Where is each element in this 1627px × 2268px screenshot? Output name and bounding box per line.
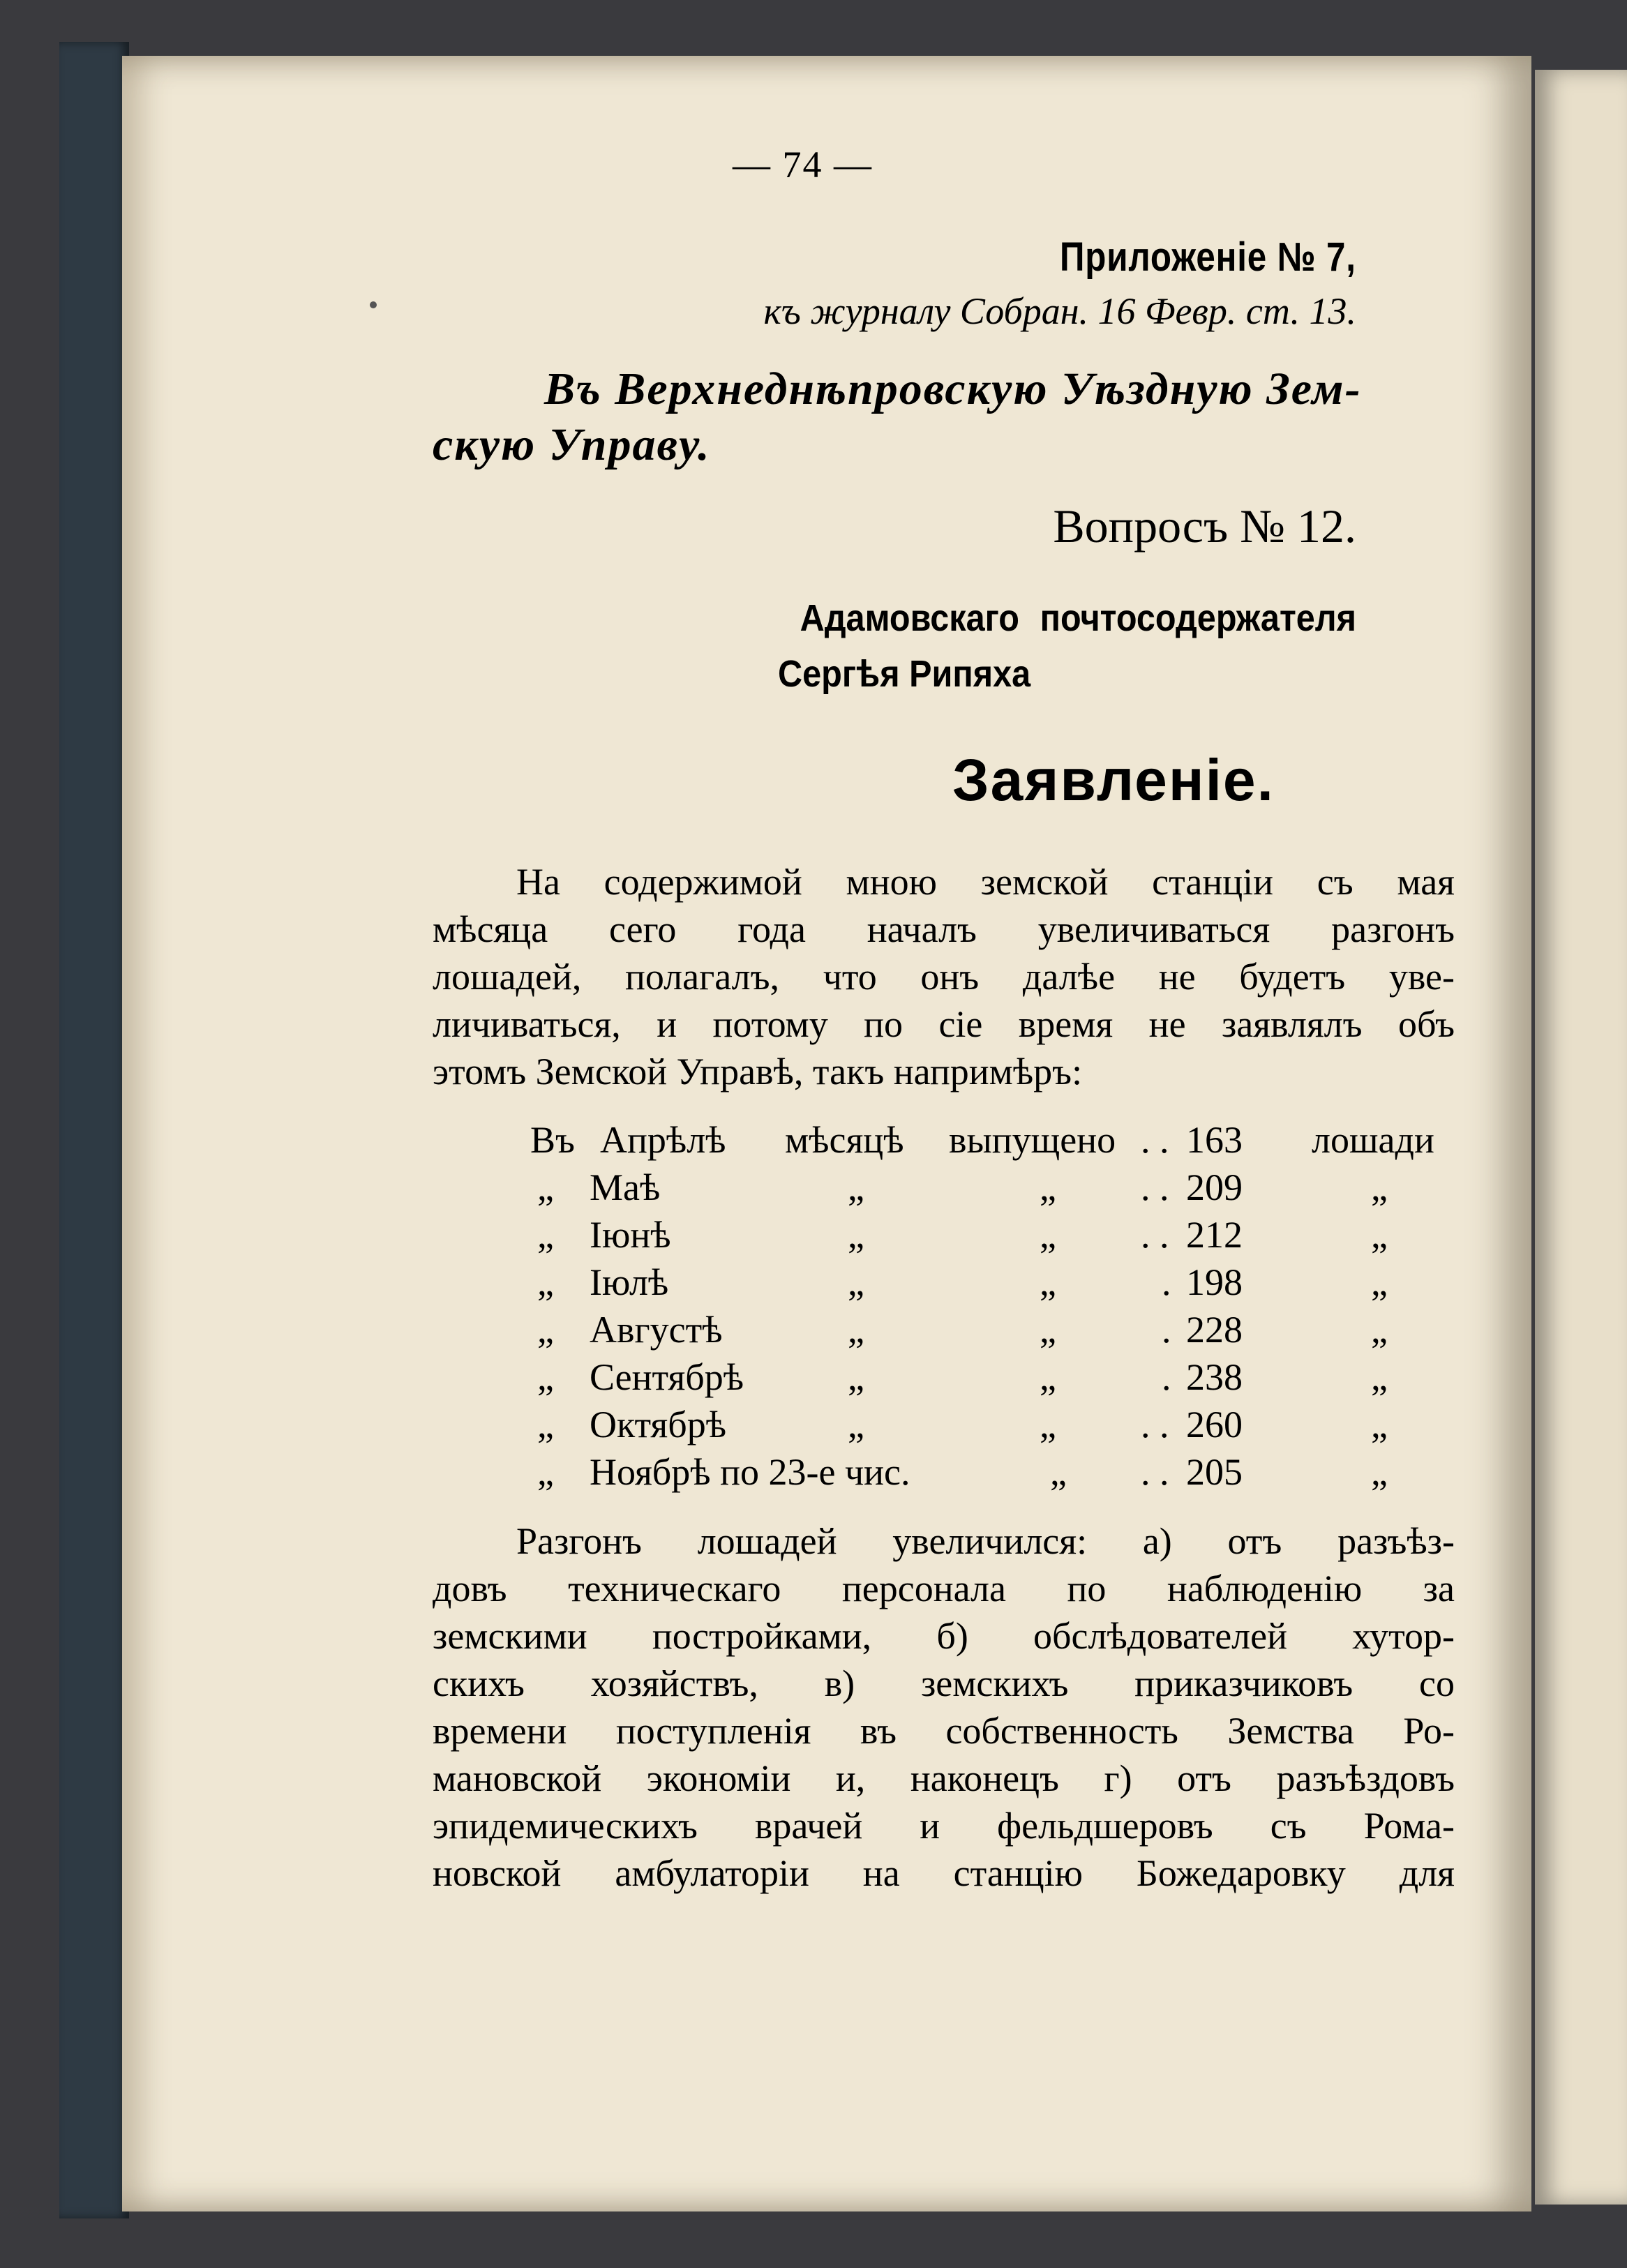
row-dots: . . xyxy=(1141,1119,1169,1161)
row-month: Іюнѣ xyxy=(590,1214,671,1256)
row-unit: „ xyxy=(1371,1214,1388,1256)
row-unit: „ xyxy=(1371,1404,1388,1445)
row-value: 209 xyxy=(1186,1166,1243,1208)
row-value: 163 xyxy=(1186,1119,1243,1161)
text-line: новской амбулаторіи на станцію Божедаровку для xyxy=(433,1852,1455,1894)
row-prefix: „ xyxy=(537,1451,554,1493)
table-row xyxy=(433,1116,1455,1164)
row-ditto: „ xyxy=(1050,1451,1067,1493)
paragraph-1 xyxy=(433,858,1455,1095)
table-row xyxy=(433,1401,1455,1448)
text-line: эпидемическихъ врачей и фельдшеровъ съ Рома- xyxy=(433,1805,1455,1847)
row-prefix: „ xyxy=(537,1309,554,1351)
row-unit: лошади xyxy=(1312,1119,1434,1161)
row-dots: . xyxy=(1162,1309,1171,1351)
text-line: Разгонъ лошадей увеличился: а) отъ разъѣз- xyxy=(516,1520,1455,1562)
table-row xyxy=(433,1211,1455,1259)
book-binding xyxy=(59,42,129,2218)
row-ditto: „ xyxy=(848,1214,864,1256)
row-word: выпущено xyxy=(949,1119,1116,1161)
row-dots: . . xyxy=(1141,1404,1169,1445)
row-ditto: „ xyxy=(1040,1309,1056,1351)
text-line: довъ техническаго персонала по наблюденію за xyxy=(433,1568,1455,1609)
row-month: Октябрѣ xyxy=(590,1404,727,1445)
table-row xyxy=(433,1259,1455,1306)
row-ditto: „ xyxy=(848,1356,864,1398)
row-word: мѣсяцѣ xyxy=(785,1119,904,1161)
row-prefix: „ xyxy=(537,1356,554,1398)
row-ditto: „ xyxy=(848,1404,864,1445)
table-row xyxy=(433,1448,1455,1496)
row-month: Августѣ xyxy=(590,1309,723,1351)
address-line-1: Въ Верхнеднѣпровскую Уѣздную Зем- xyxy=(544,363,1362,414)
text-line: мановской экономіи и, наконецъ г) отъ разъѣздовъ xyxy=(433,1757,1455,1799)
text-line: земскими постройками, б) обслѣдователей хутор- xyxy=(433,1615,1455,1657)
row-unit: „ xyxy=(1371,1166,1388,1208)
row-ditto: „ xyxy=(1040,1261,1056,1303)
text-line: этомъ Земской Управѣ, такъ напримѣръ: xyxy=(433,1051,1083,1092)
petitioner-line-2: Сергѣя Рипяха xyxy=(778,653,1031,695)
row-value: 198 xyxy=(1186,1261,1243,1303)
row-month: Сентябрѣ xyxy=(590,1356,744,1398)
table-row xyxy=(433,1353,1455,1401)
row-dots: . xyxy=(1162,1261,1171,1303)
row-prefix: Въ xyxy=(530,1119,575,1161)
text-line: мѣсяца сего года началъ увеличиваться разгонъ xyxy=(433,908,1455,950)
row-unit: „ xyxy=(1371,1261,1388,1303)
page-number: — 74 — xyxy=(733,144,873,186)
horse-dispatch-table xyxy=(433,1116,1455,1496)
paragraph-2 xyxy=(433,1517,1455,1897)
row-ditto: „ xyxy=(1040,1356,1056,1398)
text-line: лошадей, полагалъ, что онъ далѣе не будетъ уве- xyxy=(433,956,1455,998)
row-prefix: „ xyxy=(537,1166,554,1208)
row-dots: . . xyxy=(1141,1451,1169,1493)
row-month: Маѣ xyxy=(590,1166,661,1208)
row-unit: „ xyxy=(1371,1356,1388,1398)
text-line: времени поступленія въ собственность Земства Ро- xyxy=(433,1710,1455,1752)
row-value: 238 xyxy=(1186,1356,1243,1398)
text-line: личиваться, и потому по сіе время не заявлялъ объ xyxy=(433,1003,1455,1045)
row-value: 205 xyxy=(1186,1451,1243,1493)
appendix-subtitle: къ журналу Собран. 16 Февр. ст. 13. xyxy=(763,290,1356,332)
petitioner-line-1: Адамовскаго почтосодержателя xyxy=(800,597,1356,639)
row-value: 212 xyxy=(1186,1214,1243,1256)
row-unit: „ xyxy=(1371,1451,1388,1493)
row-month: Апрѣлѣ xyxy=(600,1119,726,1161)
appendix-title: Приложеніе № 7, xyxy=(1060,234,1356,280)
row-month: Ноябрѣ по 23-е чис. xyxy=(590,1451,910,1493)
row-prefix: „ xyxy=(537,1214,554,1256)
row-ditto: „ xyxy=(848,1261,864,1303)
ink-speck xyxy=(370,301,377,308)
document-heading: Заявленіе. xyxy=(952,747,1275,813)
row-ditto: „ xyxy=(848,1166,864,1208)
table-row xyxy=(433,1306,1455,1353)
row-dots: . . xyxy=(1141,1166,1169,1208)
row-ditto: „ xyxy=(848,1309,864,1351)
row-ditto: „ xyxy=(1040,1214,1056,1256)
row-prefix: „ xyxy=(537,1404,554,1445)
question-number: Вопросъ № 12. xyxy=(1053,500,1356,553)
row-prefix: „ xyxy=(537,1261,554,1303)
table-row xyxy=(433,1164,1455,1211)
adjacent-page-edge xyxy=(1535,70,1627,2205)
row-dots: . xyxy=(1162,1356,1171,1398)
address-line-2: скую Управу. xyxy=(433,419,711,470)
row-month: Іюлѣ xyxy=(590,1261,669,1303)
text-line: На содержимой мною земской станціи съ мая xyxy=(516,861,1455,903)
row-dots: . . xyxy=(1141,1214,1169,1256)
row-unit: „ xyxy=(1371,1309,1388,1351)
row-ditto: „ xyxy=(1040,1404,1056,1445)
row-ditto: „ xyxy=(1040,1166,1056,1208)
text-line: скихъ хозяйствъ, в) земскихъ приказчиковъ со xyxy=(433,1662,1455,1704)
row-value: 260 xyxy=(1186,1404,1243,1445)
row-value: 228 xyxy=(1186,1309,1243,1351)
